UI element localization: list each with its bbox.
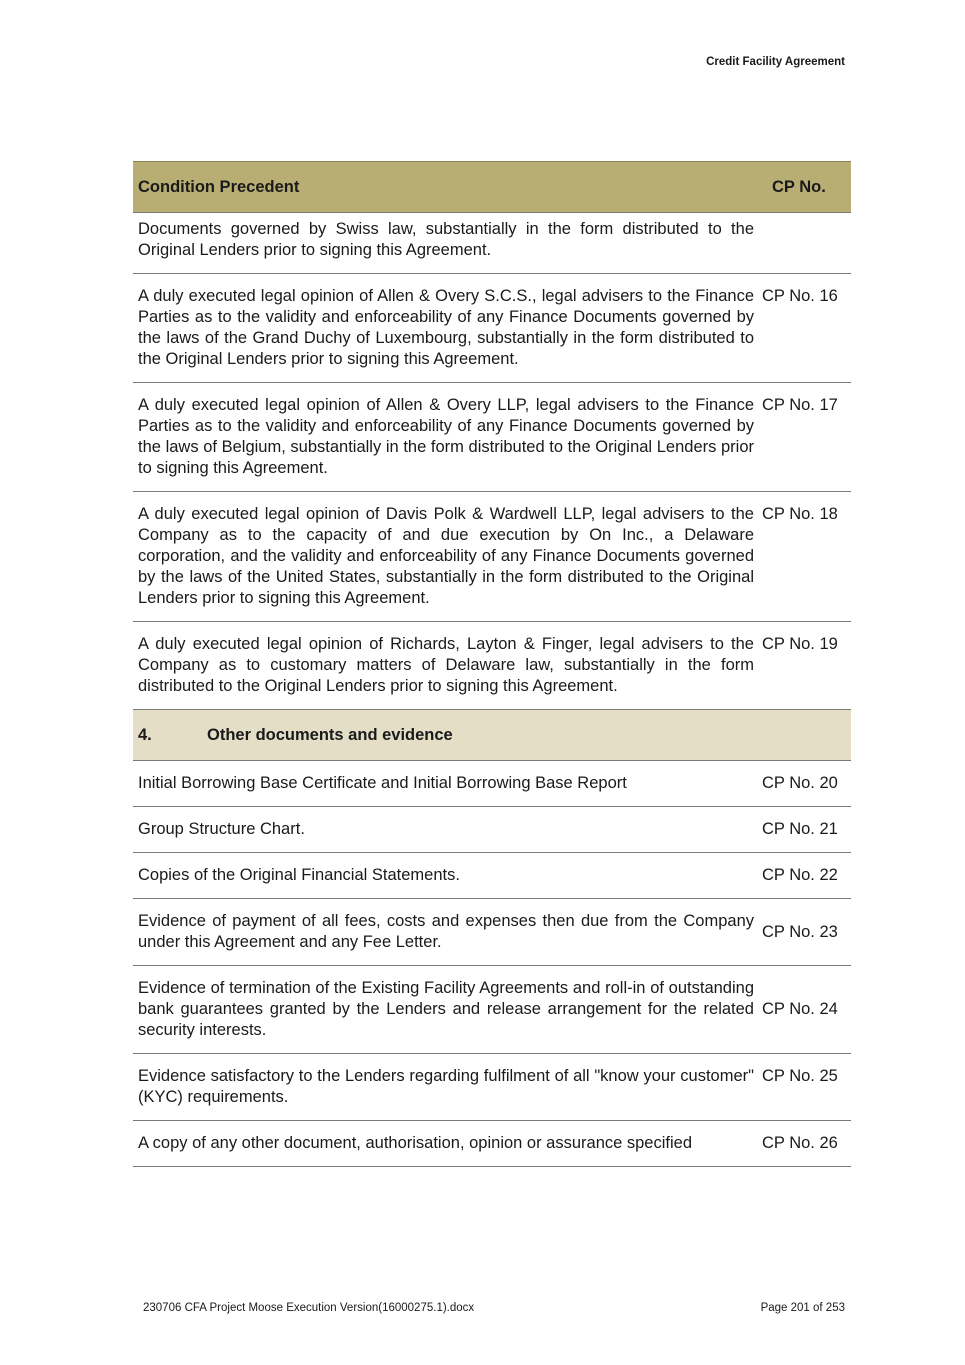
condition-text: Copies of the Original Financial Statements.: [133, 853, 754, 899]
cp-number: CP No. 22: [754, 853, 851, 899]
cp-number: CP No. 17: [754, 383, 851, 492]
table-row: [133, 213, 851, 274]
condition-text: A duly executed legal opinion of Allen & Overy LLP, legal advisers to the Finance Parties as to the validity and enforceability of any Finance Documents governed by the laws of Belgium, substantially in the form distributed to the Original Lenders prior to signing this Agreement.: [133, 383, 754, 492]
column-header-cp-number: CP No.: [754, 162, 851, 213]
table-row: [133, 853, 851, 899]
column-header-condition: Condition Precedent: [133, 162, 754, 213]
table-row: [133, 761, 851, 807]
cp-number: CP No. 26: [754, 1121, 851, 1167]
cp-number: CP No. 23: [754, 899, 851, 966]
table-row: [133, 1121, 851, 1167]
table-row: [133, 622, 851, 710]
condition-text: Group Structure Chart.: [133, 807, 754, 853]
cp-number: [754, 213, 851, 274]
condition-text: Evidence of termination of the Existing Facility Agreements and roll-in of outstanding bank guarantees granted by the Lenders and release arrangement for the related security interests.: [133, 966, 754, 1054]
section-heading: [133, 710, 851, 761]
condition-text: A duly executed legal opinion of Allen & Overy S.C.S., legal advisers to the Finance Parties as to the validity and enforceability of any Finance Documents governed by the laws of the Grand Duchy of Luxembourg, substantially in the form distributed to the Original Lenders prior to signing this Agreement.: [133, 274, 754, 383]
cp-number: CP No. 25: [754, 1054, 851, 1121]
condition-text: Evidence satisfactory to the Lenders regarding fulfilment of all "know your customer" (KYC) requirements.: [133, 1054, 754, 1121]
table-row: [133, 274, 851, 383]
section-title: Other documents and evidence: [207, 725, 453, 744]
condition-text: A duly executed legal opinion of Richards, Layton & Finger, legal advisers to the Company as to customary matters of Delaware law, substantially in the form distributed to the Original Lenders prior to signing this Agreement.: [133, 622, 754, 710]
condition-text: A duly executed legal opinion of Davis Polk & Wardwell LLP, legal advisers to the Company as to the capacity of and due execution by On Inc., a Delaware corporation, and the validity and enforceability of any Finance Documents governed by the laws of the United States, substantially in the form distributed to the Original Lenders prior to signing this Agreement.: [133, 492, 754, 622]
table-row: [133, 807, 851, 853]
table-header-row: [133, 162, 851, 213]
table-row: [133, 1054, 851, 1121]
footer-filename: 230706 CFA Project Moose Execution Version(16000275.1).docx: [143, 1302, 475, 1314]
table-row: [133, 966, 851, 1054]
footer-page-number: Page 201 of 253: [760, 1302, 845, 1314]
cp-number: CP No. 19: [754, 622, 851, 710]
conditions-precedent-table: [133, 161, 851, 1167]
section-heading-row: [133, 710, 851, 761]
running-header-title: Credit Facility Agreement: [706, 56, 845, 68]
condition-text: Initial Borrowing Base Certificate and Initial Borrowing Base Report: [133, 761, 754, 807]
cp-number: CP No. 21: [754, 807, 851, 853]
condition-text: Evidence of payment of all fees, costs and expenses then due from the Company under this Agreement and any Fee Letter.: [133, 899, 754, 966]
section-number: 4.: [138, 725, 152, 744]
table-row: [133, 492, 851, 622]
cp-number: CP No. 20: [754, 761, 851, 807]
cp-number: CP No. 18: [754, 492, 851, 622]
condition-text: Documents governed by Swiss law, substantially in the form distributed to the Original Lenders prior to signing this Agreement.: [133, 213, 754, 274]
cp-number: CP No. 24: [754, 966, 851, 1054]
table-row: [133, 383, 851, 492]
table-row: [133, 899, 851, 966]
condition-text: A copy of any other document, authorisation, opinion or assurance specified: [133, 1121, 754, 1167]
cp-number: CP No. 16: [754, 274, 851, 383]
